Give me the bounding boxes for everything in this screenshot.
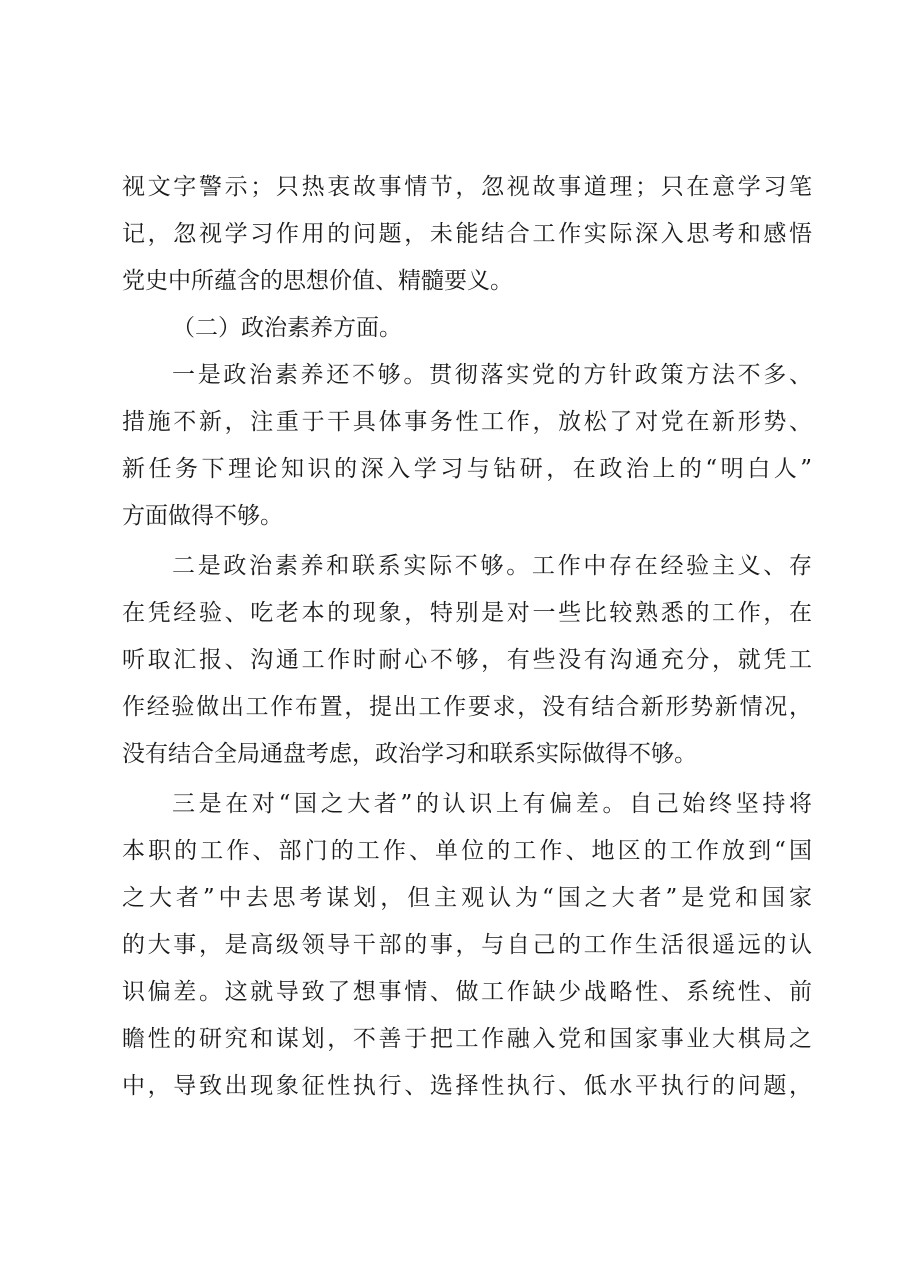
text-line-11: 听取汇报、沟通工作时耐心不够，有些没有沟通充分，就凭工 [122, 647, 812, 673]
text-line-18: 识偏差。这就导致了想事情、做工作缺少战略性、系统性、前 [122, 979, 812, 1005]
text-line-19: 瞻性的研究和谋划，不善于把工作融入党和国家事业大棋局之 [122, 1026, 812, 1052]
text-line-5: 一是政治素养还不够。贯彻落实党的方针政策方法不多、 [172, 362, 812, 388]
section-heading: （二）政治素养方面。 [172, 315, 402, 341]
text-line-16: 之大者”中去思考谋划，但主观认为“国之大者”是党和国家 [122, 885, 812, 911]
text-line-6: 措施不新，注重于干具体事务性工作，放松了对党在新形势、 [122, 409, 812, 435]
text-line-8: 方面做得不够。 [122, 503, 283, 529]
text-line-15: 本职的工作、部门的工作、单位的工作、地区的工作放到“国 [122, 838, 812, 864]
text-line-13: 没有结合全局通盘考虑，政治学习和联系实际做得不够。 [122, 741, 697, 767]
text-line-17: 的大事，是高级领导干部的事，与自己的工作生活很遥远的认 [122, 932, 812, 958]
text-line-20: 中，导致出现象征性执行、选择性执行、低水平执行的问题， [122, 1073, 812, 1099]
text-line-7: 新任务下理论知识的深入学习与钻研，在政治上的“明白人” [122, 456, 812, 482]
text-line-10: 在凭经验、吃老本的现象，特别是对一些比较熟悉的工作，在 [122, 600, 812, 626]
text-line-14: 三是在对“国之大者”的认识上有偏差。自己始终坚持将 [172, 791, 812, 817]
text-line-1: 视文字警示；只热衷故事情节，忽视故事道理；只在意学习笔 [122, 174, 812, 200]
text-line-12: 作经验做出工作布置，提出工作要求，没有结合新形势新情况， [122, 694, 812, 720]
text-line-3: 党史中所蕴含的思想价值、精髓要义。 [122, 268, 513, 294]
text-line-2: 记，忽视学习作用的问题，未能结合工作实际深入思考和感悟 [122, 221, 812, 247]
text-line-9: 二是政治素养和联系实际不够。工作中存在经验主义、存 [172, 553, 812, 579]
